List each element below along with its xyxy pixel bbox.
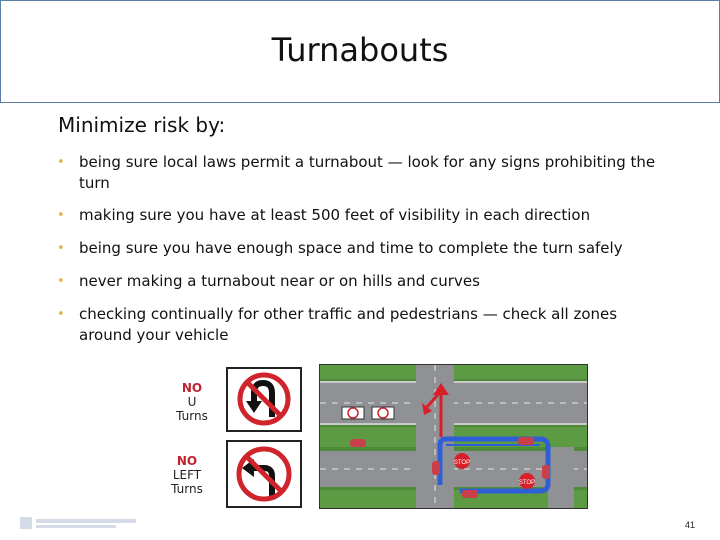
bullet-icon: • xyxy=(57,241,65,256)
bullet-text: being sure local laws permit a turnabout — look for any signs prohibiting the turn xyxy=(79,153,656,192)
bullet-icon: • xyxy=(57,274,65,289)
page-number: 41 xyxy=(684,520,695,530)
watermark-logo-icon xyxy=(20,515,140,533)
no-u-line1: NO xyxy=(181,381,203,395)
no-left-turn-sign xyxy=(226,440,302,508)
slide-title: Turnabouts xyxy=(271,31,449,69)
bullet-icon: • xyxy=(57,208,65,223)
bullet-text: being sure you have enough space and time to complete the turn safely xyxy=(79,239,623,257)
no-u-line2: U xyxy=(187,395,197,409)
bullet-text: never making a turnabout near or on hills and curves xyxy=(79,272,480,290)
no-left-line2: LEFT xyxy=(172,468,202,482)
list-item xyxy=(55,271,665,292)
no-left-turn-icon xyxy=(228,442,300,506)
bullet-text: making sure you have at least 500 feet of visibility in each direction xyxy=(79,206,591,224)
bullet-icon: • xyxy=(57,307,65,322)
turnabout-diagram xyxy=(319,364,588,509)
no-u-line3: Turns xyxy=(176,409,208,423)
stop-sign-text-1: STOP xyxy=(453,460,471,466)
bullet-icon: • xyxy=(57,155,65,170)
bullet-list xyxy=(55,152,665,346)
list-item xyxy=(55,304,665,346)
no-u-turn-sign xyxy=(226,367,302,432)
list-item xyxy=(55,238,665,259)
no-left-line1: NO xyxy=(176,454,198,468)
road-diagram-illustration xyxy=(320,365,587,508)
list-item xyxy=(55,152,665,194)
slide-heading: Minimize risk by: xyxy=(58,113,226,137)
no-u-turns-label xyxy=(162,381,222,423)
no-u-turn-icon xyxy=(228,369,300,430)
title-bar xyxy=(0,0,720,103)
bullet-text: checking continually for other traffic and pedestrians — check all zones around your vehicle xyxy=(79,305,618,344)
stop-sign-text-2: STOP xyxy=(518,480,536,486)
list-item xyxy=(55,205,665,226)
no-left-line3: Turns xyxy=(171,482,203,496)
no-left-turns-label xyxy=(157,454,217,496)
